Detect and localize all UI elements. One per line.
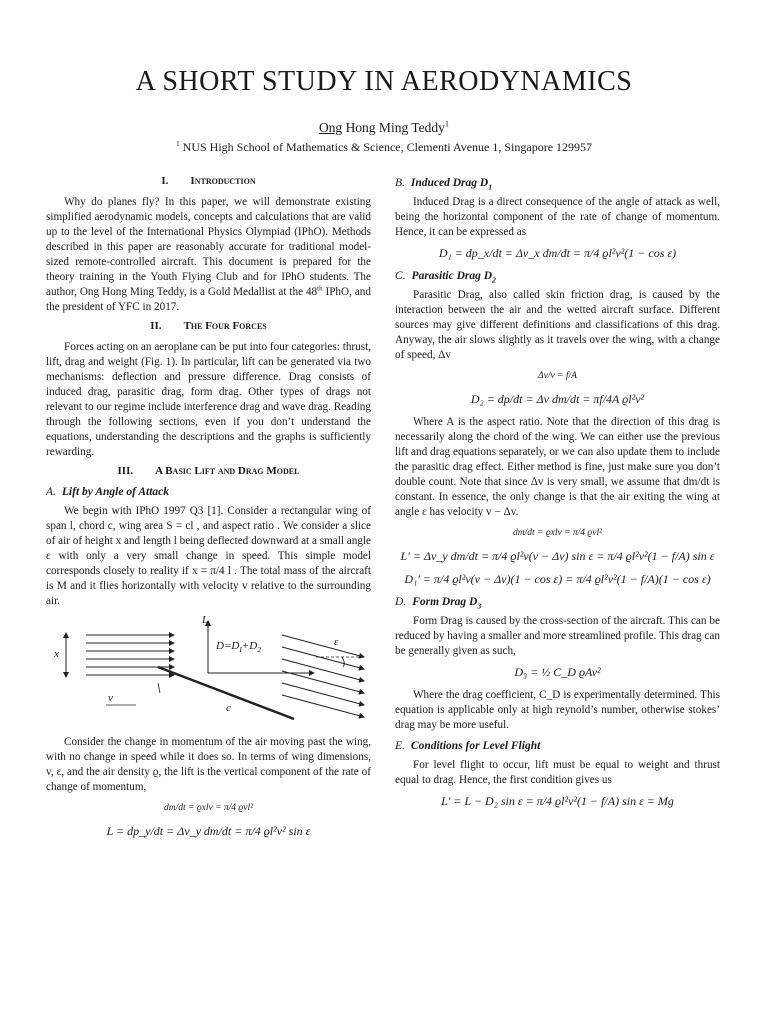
subsection-title: Form Drag D [412, 596, 478, 608]
subsection-heading-form [395, 595, 720, 610]
subsection-letter: C. [395, 270, 406, 282]
epsilon-angle-arc [342, 657, 344, 667]
form-paragraph-2: Where the drag coefficient, C_D is experimentally determined. This equation is applicable only at high reynold’s number, otherwise stokes’ drag may be more useful. [395, 689, 720, 731]
ordinal-sup: th [317, 284, 323, 293]
author-affil-marker: 1 [444, 119, 450, 129]
subsection-heading-parasitic [395, 269, 720, 284]
subsection-title-sub: 3 [477, 601, 482, 611]
subsection-title: Induced Drag D [410, 177, 489, 189]
wing-diagram [46, 615, 371, 725]
label-D [216, 639, 261, 654]
section-title: The Four Forces [183, 320, 267, 332]
author-line [0, 120, 768, 136]
induced-paragraph: Induced Drag is a direct consequence of the angle of attack as well, being the horizontal component of the rate of change of momentum. Hence, it can be expressed as [395, 196, 720, 238]
label-epsilon: ε [334, 636, 339, 648]
lift-paragraph-1: We begin with IPhO 1997 Q3 [1]. Consider a rectangular wing of span l, chord c, wing area S = cl , and aspect ratio . We consider a slice of air of height x and length l being deflected downward at a small angle ε with only a very small change in speed. This simple model corresponds closely to reality if x = π/4 l . The total mass of the aircraft is M and it flies horizontally with velocity v relative to the surrounding air. [46, 505, 371, 607]
subsection-title-sub: 2 [492, 275, 496, 285]
equation-lift: L = dp_y/dt = Δv_y dm/dt = π/4 ϱl²v² sin ε [106, 824, 311, 838]
section-number: III. [117, 465, 134, 477]
lift-paragraph-2: Consider the change in momentum of the air moving past the wing, with no change in speed while it does so. In terms of wing dimensions, v, ε, and the air density ϱ, the lift is the vertical component of the rate of change of momentum, [46, 736, 371, 793]
form-paragraph-1: Form Drag is caused by the cross-section of the aircraft. This can be reduced by having a smaller and more streamlined profile. This drag can be generally given as such, [395, 615, 720, 657]
subsection-heading-induced [395, 176, 720, 191]
subsection-letter: A. [46, 486, 56, 498]
equation-lift-prime: L′ = Δv_y dm/dt = π/4 ϱl²v(v − Δv) sin ε = π/4 ϱl²v²(1 − f/A) sin ε [400, 549, 715, 563]
level-paragraph: For level flight to occur, lift must be equal to weight and thrust equal to drag. Hence, the first condition gives us [395, 759, 720, 786]
equation-level-flight: L′ = L − D₂ sin ε = π/4 ϱl²v²(1 − f/A) sin ε = Mg [441, 794, 674, 808]
equation-parasitic-drag: D₂ = dp/dt = Δv dm/dt = πf/4A ϱl²v² [470, 392, 645, 406]
intro-text-end: IPhO, and the president of YFC in 2017. [46, 286, 371, 313]
section-heading-forces [46, 319, 371, 334]
label-v: v [108, 692, 113, 704]
intro-text: Why do planes fly? In this paper, we will demonstrate existing simplified aerodynamic models, concepts and calculations that are valid up to the level of the International Physics Olympiad (IPhO). Methods described in this paper are reasonably accurate for traditional model-sized remote-controlled aircraft. This document is prepared for the theory training in the Youth Flying Club and for IPhO students. The author, Ong Hong Ming Teddy, is a Gold Medallist at the 48 [46, 196, 371, 298]
section-heading-intro [46, 174, 371, 189]
subsection-title-sub: 1 [488, 182, 493, 192]
label-D-sub1: I [239, 645, 242, 655]
equation-induced-drag: D₁ = dp_x/dt = Δv_x dm/dt = π/4 ϱl²v²(1 − cos ε) [438, 246, 677, 260]
wing-diagram-figure [46, 615, 371, 725]
subsection-title: Parasitic Drag D [411, 270, 493, 282]
left-column [46, 170, 371, 847]
subsection-letter: B. [395, 177, 405, 189]
author-surname: Ong [318, 120, 343, 135]
equation-induced-prime: D₁′ = π/4 ϱl²v(v − Δv)(1 − cos ε) = π/4 ϱl²v²(1 − f/A)(1 − cos ε) [404, 572, 711, 586]
parasitic-paragraph-1: Parasitic Drag, also called skin friction drag, is caused by the interaction between the air and the wetted aircraft surface. Different sources may give different definitions and classifications of this drag. Anyway, the air slows slightly as it travels over the wing, with a change of speed, Δv [395, 289, 720, 361]
section-title: Introduction [190, 175, 256, 187]
subsection-title: Lift by Angle of Attack [61, 486, 170, 498]
label-D-text: D=D [216, 640, 240, 652]
section-number: II. [150, 320, 162, 332]
equation-mass-flow: dm/dt = ϱxlv = π/4 ϱvl² [164, 803, 253, 813]
label-c: c [226, 702, 231, 714]
deflected-airflow-arrows [282, 635, 364, 717]
subsection-heading-lift [46, 485, 371, 500]
intro-paragraph [46, 195, 371, 315]
subsection-letter: E. [395, 740, 405, 752]
parasitic-paragraph-2: Where A is the aspect ratio. Note that the direction of this drag is necessarily along the chord of the wing. We can either use the previous lift and drag equations separately, or we can also update them to include the parasitic drag effect. Either method is fine, just make sure you don’t double count. Note that since Δv is very small, we assume that dm/dt is constant. In essence, the only change is that the air exiting the wing at angle ε has velocity v − Δv. [395, 416, 720, 518]
subsection-letter: D. [395, 596, 407, 608]
right-column [395, 170, 720, 817]
author-given-names: Hong Ming Teddy [342, 120, 445, 135]
equation-mass-flow-2: dm/dt = ϱxlv = π/4 ϱvl² [513, 528, 602, 538]
subsection-title: Conditions for Level Flight [410, 740, 541, 752]
equation-speed-change: Δv/v = f/A [538, 371, 577, 381]
label-D-plus: +D [241, 640, 258, 652]
section-title: A Basic Lift and Drag Model [155, 465, 300, 477]
paper-title: A SHORT STUDY IN AERODYNAMICS [135, 66, 633, 97]
label-L: L [202, 614, 209, 626]
affil-marker: 1 [175, 139, 180, 148]
label-D-sub2: 2 [257, 645, 261, 655]
affiliation [0, 140, 768, 155]
section-number: I. [161, 175, 169, 187]
affil-text: NUS High School of Mathematics & Science, Clementi Avenue 1, Singapore 129957 [182, 140, 593, 154]
equation-form-drag: D₃ = ½ C_D ϱAv² [514, 665, 601, 679]
forces-paragraph: Forces acting on an aeroplane can be put into four categories: thrust, lift, drag and weight (Fig. 1). In particular, lift can be generated via two mechanisms: deflection and pressure difference. Drag consists of induced drag, parasitic drag, form drag. Other types of drags not relevant to our regime include interference drag and wave drag. Reading through the following sections, even if you don’t understand the equations, understanding the descriptions and the graphs is sufficiently rewarding. [46, 341, 371, 458]
section-heading-model [46, 464, 371, 479]
label-x: x [54, 648, 59, 660]
subsection-heading-level [395, 739, 720, 754]
